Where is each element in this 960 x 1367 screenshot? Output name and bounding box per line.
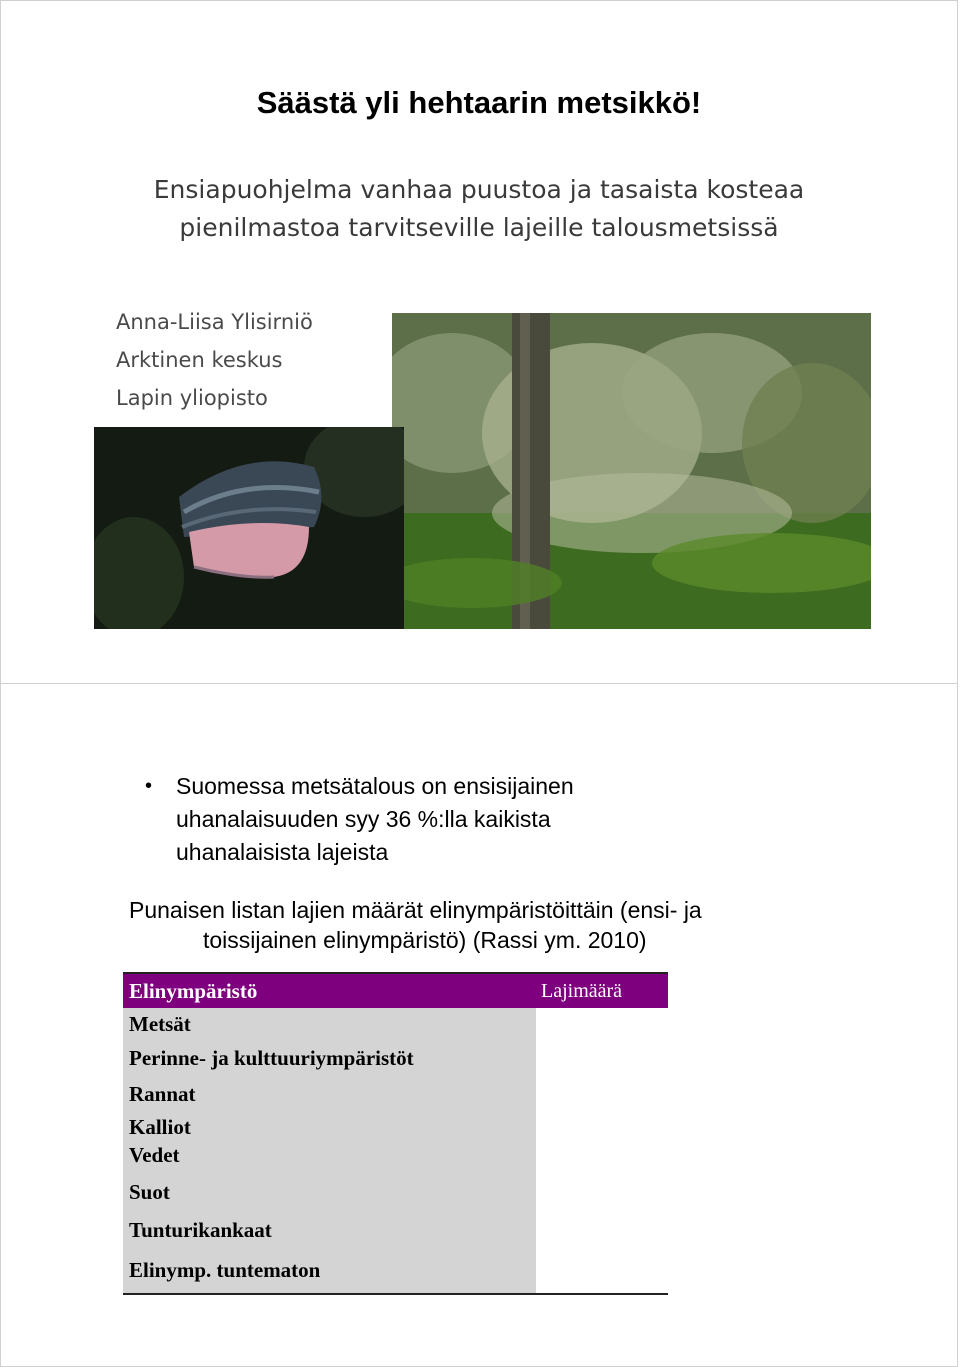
table-header-habitat: Elinympäristö — [123, 972, 536, 1008]
caption-line: toissijainen elinympäristö) (Rassi ym. 2010) — [203, 927, 647, 953]
bullet-dot-icon: • — [145, 775, 153, 797]
habitat-table — [123, 972, 668, 1294]
bracket-fungus-photo — [94, 427, 404, 629]
table-row: Vedet — [129, 1143, 180, 1167]
table-row: Tunturikankaat — [129, 1218, 272, 1242]
bullet-line: uhanalaisuuden syy 36 %:lla kaikista — [176, 806, 551, 832]
subtitle-line: Ensiapuohjelma vanhaa puustoa ja tasaista kosteaa — [153, 175, 805, 204]
table-header-species-count: Lajimäärä — [536, 972, 668, 1008]
table-row: Rannat — [129, 1082, 196, 1106]
author-organization: Arktinen keskus — [116, 348, 283, 372]
caption-line: Punaisen listan lajien määrät elinympäristöittäin (ensi- ja — [129, 897, 702, 923]
slide-subtitle — [1, 171, 957, 247]
table-row: Suot — [129, 1180, 170, 1204]
table-body-count-column — [536, 1008, 668, 1293]
table-row: Perinne- ja kulttuuriympäristöt — [129, 1046, 414, 1070]
author-block — [116, 303, 313, 417]
forest-lichen-photo — [392, 313, 871, 629]
bullet-line: uhanalaisista lajeista — [176, 839, 389, 865]
subtitle-line: pienilmastoa tarvitseville lajeille talousmetsissä — [179, 213, 779, 242]
table-caption — [129, 895, 702, 955]
slide-1 — [0, 0, 958, 684]
slide-title: Säästä yli hehtaarin metsikkö! — [256, 85, 702, 120]
author-name: Anna-Liisa Ylisirniö — [116, 310, 313, 334]
table-row: Kalliot — [129, 1115, 191, 1139]
table-row: Metsät — [129, 1012, 191, 1036]
table-bottom-rule — [123, 1293, 668, 1295]
bullet-point — [145, 770, 574, 869]
bullet-line: Suomessa metsätalous on ensisijainen — [176, 773, 574, 799]
bullet-text — [176, 770, 574, 869]
author-university: Lapin yliopisto — [116, 386, 268, 410]
table-row: Elinymp. tuntematon — [129, 1258, 321, 1282]
